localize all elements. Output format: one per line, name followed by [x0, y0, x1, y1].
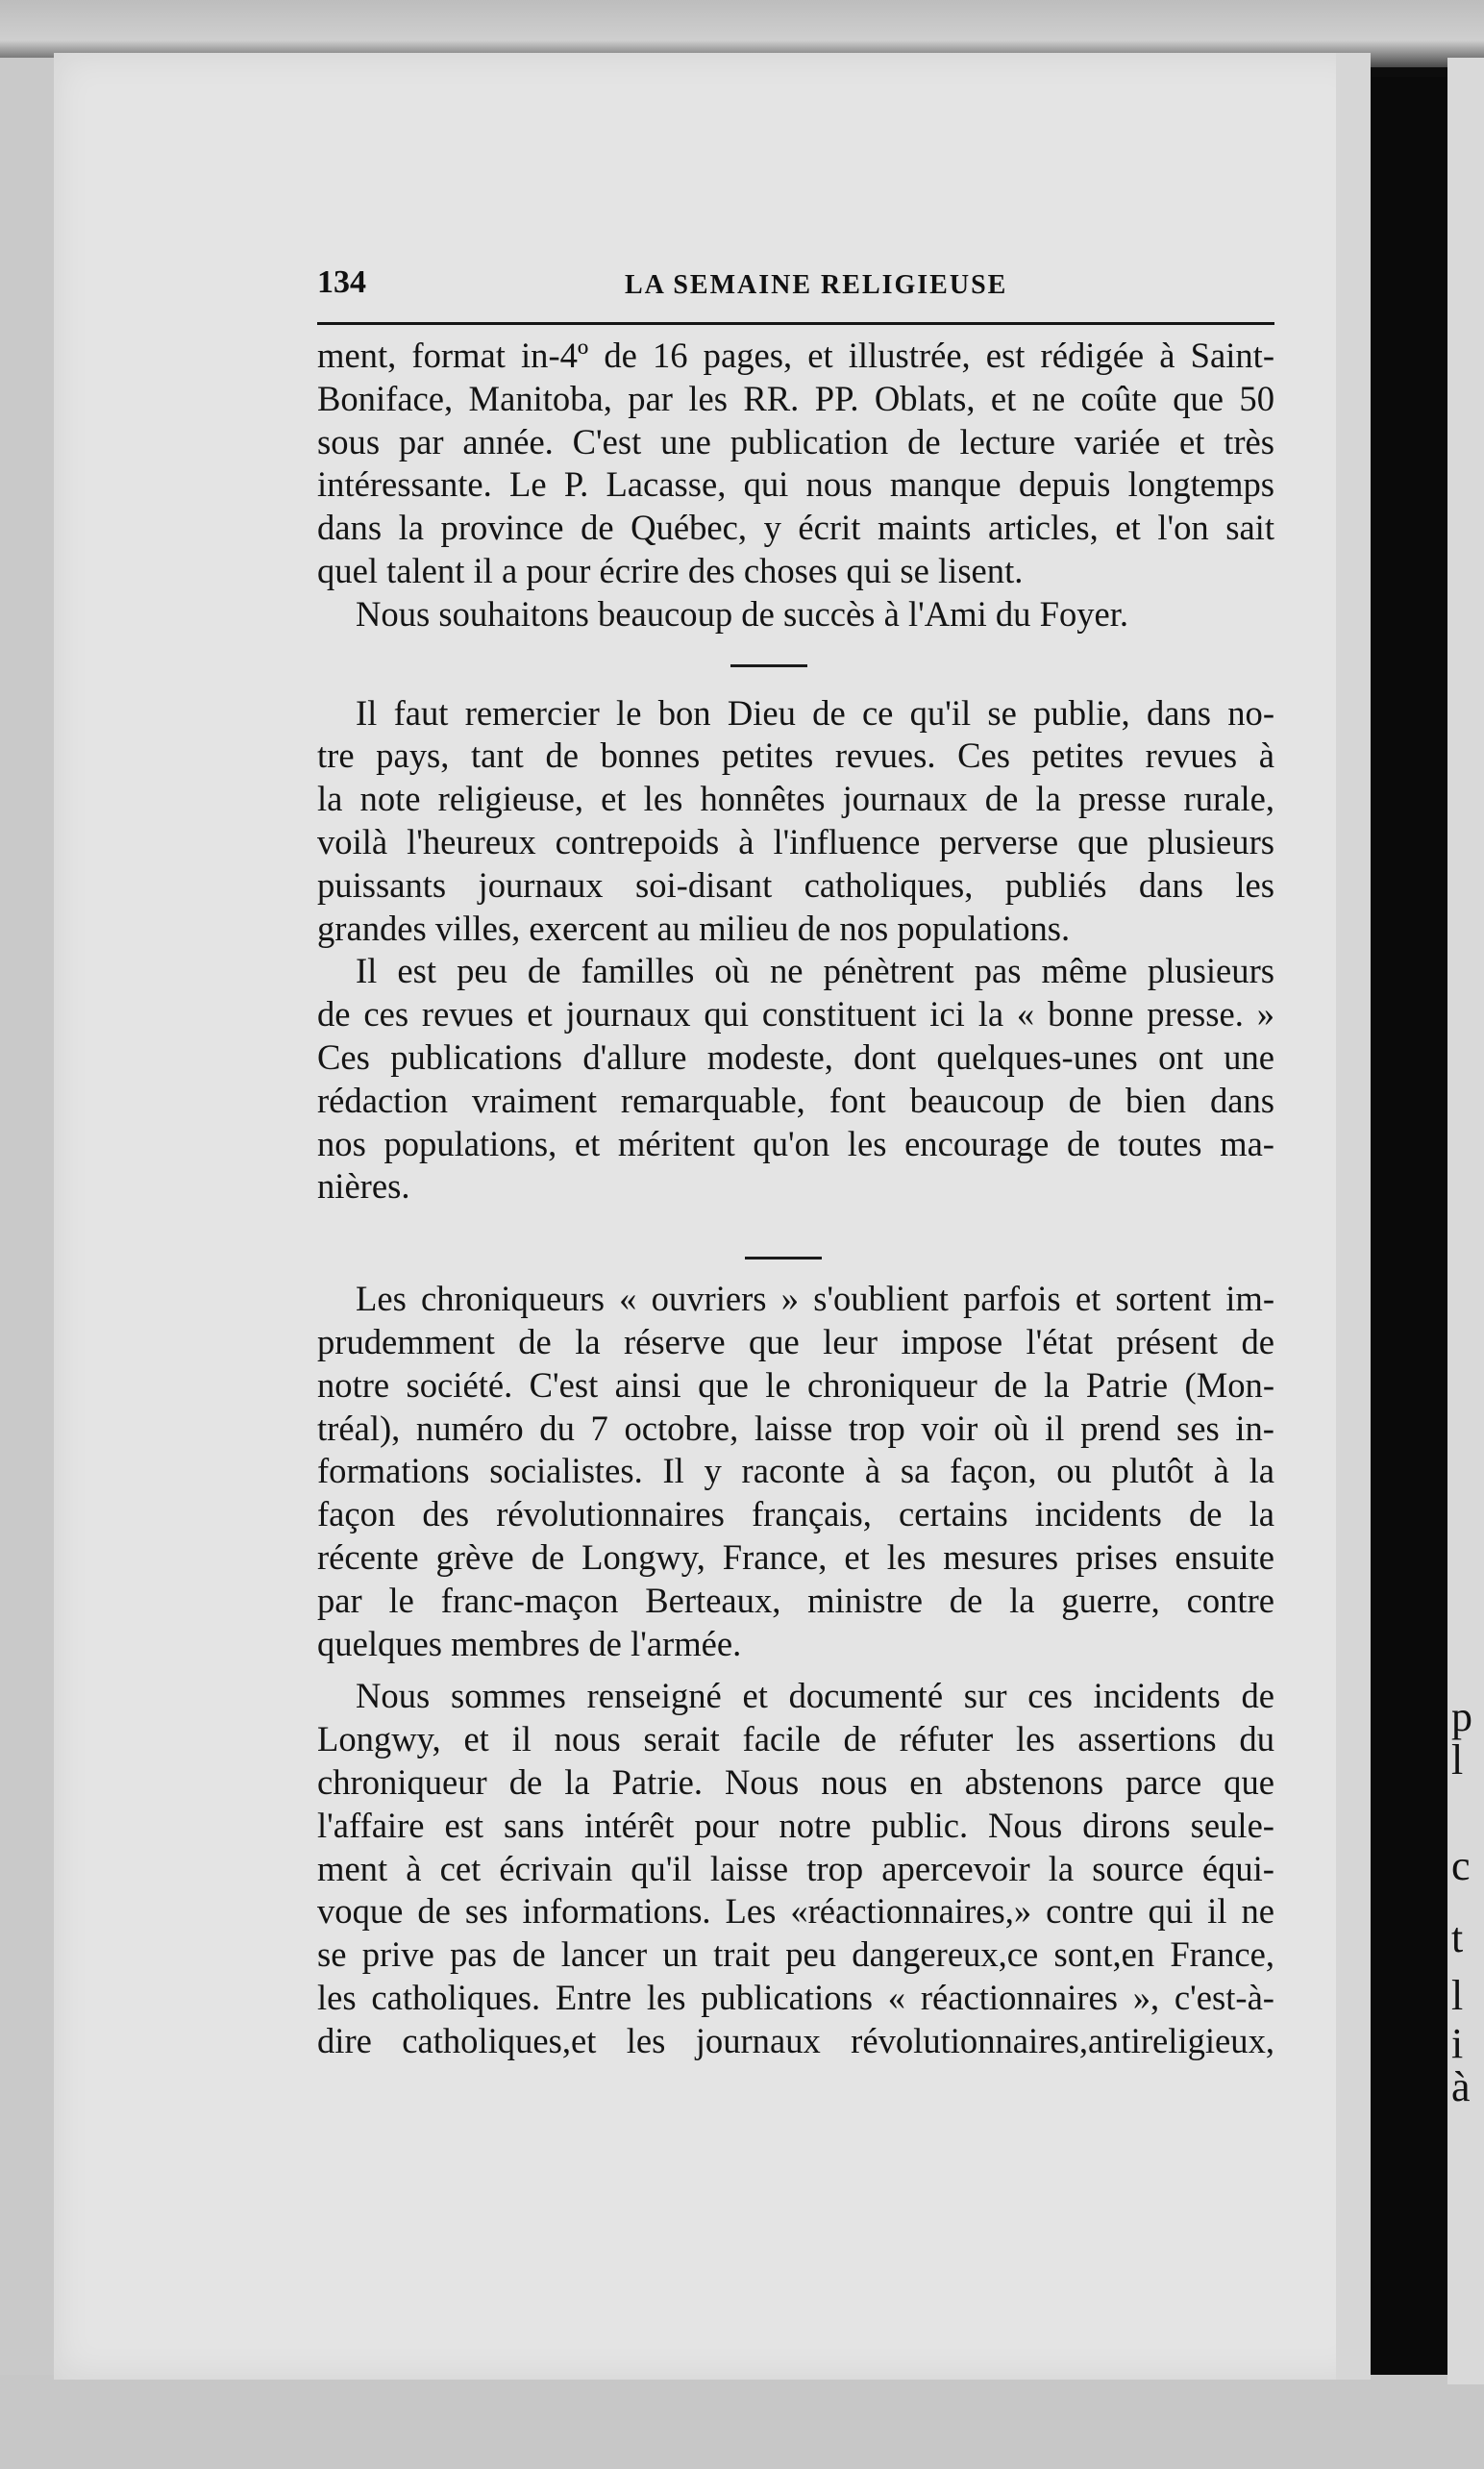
- article-body: [317, 335, 1274, 2062]
- margin-letter: t: [1451, 1914, 1464, 1961]
- text-line: chroniqueur de la Patrie. Nous nous en abstenons parce que: [317, 1761, 1274, 1802]
- text-line: Nous sommes renseigné et documenté sur ces incidents de: [356, 1676, 1274, 1716]
- text-line: la note religieuse, et les honnêtes journaux de la presse rurale,: [317, 779, 1274, 819]
- text-line: sous par année. C'est une publication de lecture variée et très: [317, 421, 1274, 461]
- margin-letter: à: [1451, 2063, 1471, 2110]
- margin-letter: l: [1451, 1972, 1464, 2019]
- text-line: par le franc-maçon Berteaux, ministre de la guerre, contre: [317, 1580, 1274, 1620]
- text-line: voque de ses informations. Les «réactionnaires,» contre qui il ne: [317, 1891, 1274, 1932]
- text-line: rédaction vraiment remarquable, font beaucoup de bien dans: [317, 1080, 1274, 1120]
- margin-letter: p: [1451, 1693, 1472, 1740]
- text-line: se prive pas de lancer un trait peu dangereux,ce sont,en France,: [317, 1934, 1274, 1975]
- text-line: dire catholiques,et les journaux révolutionnaires,antireligieux,: [317, 2020, 1274, 2060]
- text-line: intéressante. Le P. Lacasse, qui nous manque depuis longtemps: [317, 464, 1274, 505]
- text-line: tre pays, tant de bonnes petites revues. Ces petites revues à: [317, 736, 1274, 776]
- text-line: prudemment de la réserve que leur impose l'état présent de: [317, 1321, 1274, 1361]
- text-line: Il est peu de familles où ne pénètrent pas même plusieurs: [356, 951, 1274, 991]
- separator-dash: [730, 664, 807, 667]
- section-separator: [317, 1209, 1274, 1278]
- separator-dash: [745, 1257, 822, 1259]
- text-line: ment à cet écrivain qu'il laisse trop apercevoir la source équi-: [317, 1848, 1274, 1888]
- margin-letter: i: [1451, 2020, 1464, 2067]
- text-line: grandes villes, exercent au milieu de nos populations.: [317, 908, 1071, 948]
- text-line: l'affaire est sans intérêt pour notre public. Nous dirons seule-: [317, 1805, 1274, 1845]
- text-line: formations socialistes. Il y raconte à sa façon, ou plutôt à la: [317, 1451, 1274, 1491]
- section-separator: [317, 636, 1274, 692]
- page-number: 134: [317, 264, 366, 300]
- text-line: quel talent il a pour écrire des choses qui se lisent.: [317, 550, 1024, 590]
- text-line: de ces revues et journaux qui constituent ici la « bonne presse. »: [317, 994, 1274, 1035]
- scan-background-left: [0, 58, 56, 2384]
- text-line: Ces publications d'allure modeste, dont quelques-unes ont une: [317, 1036, 1274, 1077]
- text-line: Les chroniqueurs « ouvriers » s'oublient parfois et sortent im-: [356, 1279, 1274, 1319]
- text-line: tréal), numéro du 7 octobre, laisse trop voir où il prend ses in-: [317, 1408, 1274, 1448]
- text-line: Il faut remercier le bon Dieu de ce qu'il se publie, dans no-: [356, 692, 1274, 733]
- text-line: Boniface, Manitoba, par les RR. PP. Oblats, et ne coûte que 50: [317, 378, 1274, 418]
- text-line: quelques membres de l'armée.: [317, 1623, 742, 1663]
- text-line: Nous souhaitons beaucoup de succès à l'Ami du Foyer.: [356, 593, 1129, 634]
- text-line: ment, format in-4º de 16 pages, et illustrée, est rédigée à Saint-: [317, 336, 1274, 375]
- text-line: les catholiques. Entre les publications « réactionnaires », c'est-à-: [317, 1977, 1274, 2017]
- text-line: voilà l'heureux contrepoids à l'influence perverse que plusieurs: [317, 821, 1274, 861]
- scan-background-bottom: [0, 2375, 1484, 2469]
- margin-letter: c: [1451, 1842, 1471, 1889]
- page-right-edge: [1336, 53, 1371, 2380]
- running-title: LA SEMAINE RELIGIEUSE: [625, 270, 1008, 300]
- text-line: récente grève de Longwy, France, et les mesures prises ensuite: [317, 1536, 1274, 1577]
- header-rule: [317, 322, 1274, 325]
- text-line: Longwy, et il nous serait facile de réfuter les assertions du: [317, 1719, 1274, 1759]
- text-line: nières.: [317, 1166, 410, 1207]
- gutter-shadow: [1371, 77, 1447, 2375]
- text-line: façon des révolutionnaires français, certains incidents de la: [317, 1494, 1274, 1534]
- running-head: [317, 264, 1274, 312]
- text-line: notre société. C'est ainsi que le chroniqueur de la Patrie (Mon-: [317, 1364, 1274, 1405]
- adjacent-page-sliver: [1447, 58, 1484, 2384]
- text-line: puissants journaux soi-disant catholiques, publiés dans les: [317, 864, 1274, 905]
- margin-letter: l: [1451, 1736, 1464, 1783]
- text-line: nos populations, et méritent qu'on les encourage de toutes ma-: [317, 1123, 1274, 1163]
- text-line: dans la province de Québec, y écrit maints articles, et l'on sait: [317, 508, 1274, 548]
